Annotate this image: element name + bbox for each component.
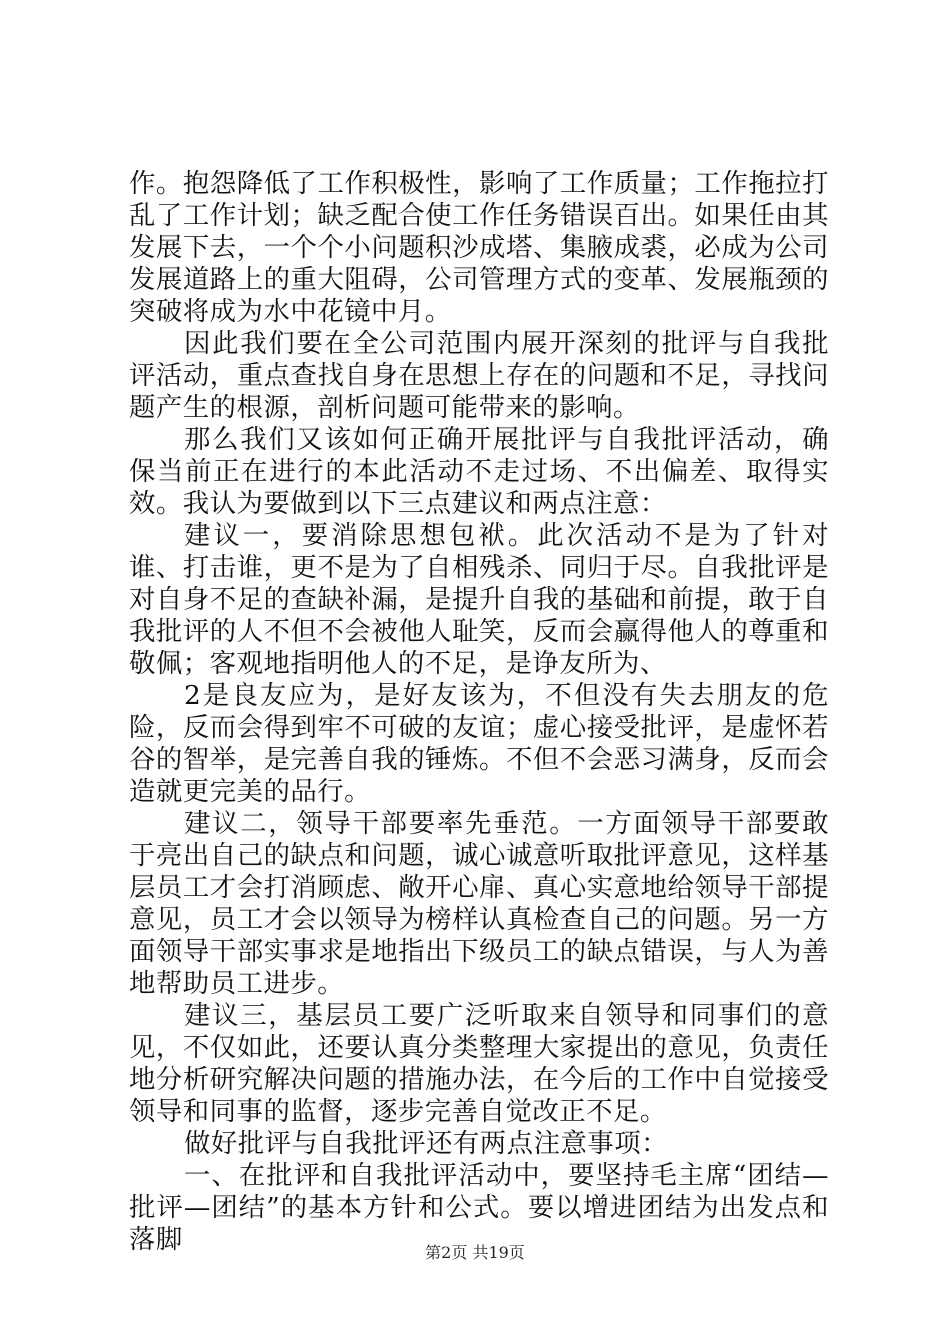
paragraph-6: 建议二，领导干部要率先垂范。一方面领导干部要敢于亮出自己的缺点和问题，诚心诚意听取批评意见，这样基层员工才会打消顾虑、敞开心扉、真心实意地给领导干部提意见，员工才会以领导为榜样认真检查自己的问题。另一方面领导干部实事求是地指出下级员工的缺点错误，与人为善地帮助员工进步。 (129, 808, 829, 999)
paragraph-2: 因此我们要在全公司范围内展开深刻的批评与自我批评活动，重点查找自身在思想上存在的问题和不足，寻找问题产生的根源，剖析问题可能带来的影响。 (129, 328, 829, 423)
paragraph-3: 那么我们又该如何正确开展批评与自我批评活动，确保当前正在进行的本此活动不走过场、不出偏差、取得实效。我认为要做到以下三点建议和两点注意： (129, 424, 829, 519)
document-body (129, 168, 829, 1256)
paragraph-8: 做好批评与自我批评还有两点注意事项： (184, 1128, 669, 1159)
paragraph-7: 建议三，基层员工要广泛听取来自领导和同事们的意见，不仅如此，还要认真分类整理大家提出的意见，负责任地分析研究解决问题的措施办法，在今后的工作中自觉接受领导和同事的监督，逐步完善自觉改正不足。 (129, 1000, 829, 1127)
paragraph-5: 2是良友应为，是好友该为，不但没有失去朋友的危险，反而会得到牢不可破的友谊；虚心接受批评，是虚怀若谷的智举，是完善自我的锤炼。不但不会恶习满身，反而会造就更完美的品行。 (129, 680, 829, 807)
paragraph-4: 建议一，要消除思想包袱。此次活动不是为了针对谁、打击谁，更不是为了自相残杀、同归于尽。自我批评是对自身不足的查缺补漏，是提升自我的基础和前提，敢于自我批评的人不但不会被他人耻笑，反而会赢得他人的尊重和敬佩；客观地指明他人的不足，是诤友所为、 (129, 520, 829, 679)
paragraph-9: 一、在批评和自我批评活动中，要坚持毛主席“团结—批评—团结”的基本方针和公式。要以增进团结为出发点和落脚 (129, 1160, 829, 1255)
page-number-footer: 第2页 共19页 (425, 1243, 525, 1262)
paragraph-1: 作。抱怨降低了工作积极性，影响了工作质量；工作拖拉打乱了工作计划；缺乏配合使工作任务错误百出。如果任由其发展下去，一个个小问题积沙成塔、集腋成裘，必成为公司发展道路上的重大阻碍，公司管理方式的变革、发展瓶颈的突破将成为水中花镜中月。 (129, 168, 829, 327)
